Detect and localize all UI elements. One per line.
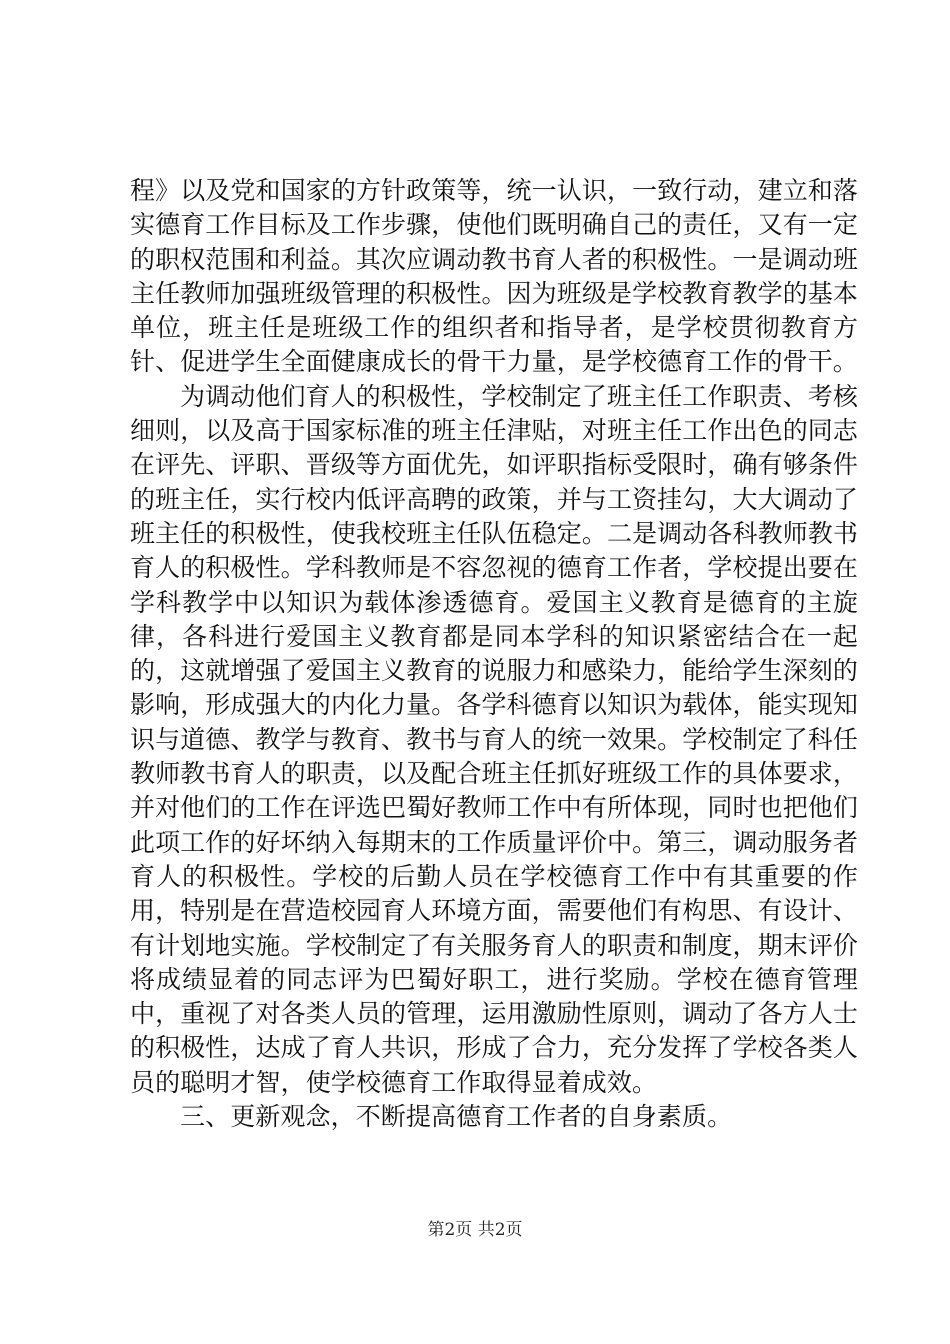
- document-body: [130, 174, 858, 1134]
- paragraph-2: 为调动他们育人的积极性，学校制定了班主任工作职责、考核细则，以及高于国家标准的班主任津贴，对班主任工作出色的同志在评先、评职、晋级等方面优先，如评职指标受限时，确有够条件的班主任，实行校内低评高聘的政策，并与工资挂勾，大大调动了班主任的积极性，使我校班主任队伍稳定。二是调动各科教师教书育人的积极性。学科教师是不容忽视的德育工作者，学校提出要在学科教学中以知识为载体渗透德育。爱国主义教育是德育的主旋律，各科进行爱国主义教育都是同本学科的知识紧密结合在一起的，这就增强了爱国主义教育的说服力和感染力，能给学生深刻的影响，形成强大的内化力量。各学科德育以知识为载体，能实现知识与道德、教学与教育、教书与育人的统一效果。学校制定了科任教师教书育人的职责，以及配合班主任抓好班级工作的具体要求，并对他们的工作在评选巴蜀好教师工作中有所体现，同时也把他们此项工作的好坏纳入每期末的工作质量评价中。第三，调动服务者育人的积极性。学校的后勤人员在学校德育工作中有其重要的作用，特别是在营造校园育人环境方面，需要他们有构思、有设计、有计划地实施。学校制定了有关服务育人的职责和制度，期末评价将成绩显着的同志评为巴蜀好职工，进行奖励。学校在德育管理中，重视了对各类人员的管理，运用激励性原则，调动了各方人士的积极性，达成了育人共识，形成了合力，充分发挥了学校各类人员的聪明才智，使学校德育工作取得显着成效。: [130, 381, 858, 1097]
- paragraph-1: 程》以及党和国家的方针政策等，统一认识，一致行动，建立和落实德育工作目标及工作步骤，使他们既明确自己的责任，又有一定的职权范围和利益。其次应调动教书育人者的积极性。一是调动班主任教师加强班级管理的积极性。因为班级是学校教育教学的基本单位，班主任是班级工作的组织者和指导者，是学校贯彻教育方针、促进学生全面健康成长的骨干力量，是学校德育工作的骨干。: [130, 176, 858, 377]
- page-footer: 第2页 共2页: [427, 1220, 523, 1240]
- section-heading-3: 三、更新观念，不断提高德育工作者的自身素质。: [180, 1102, 733, 1132]
